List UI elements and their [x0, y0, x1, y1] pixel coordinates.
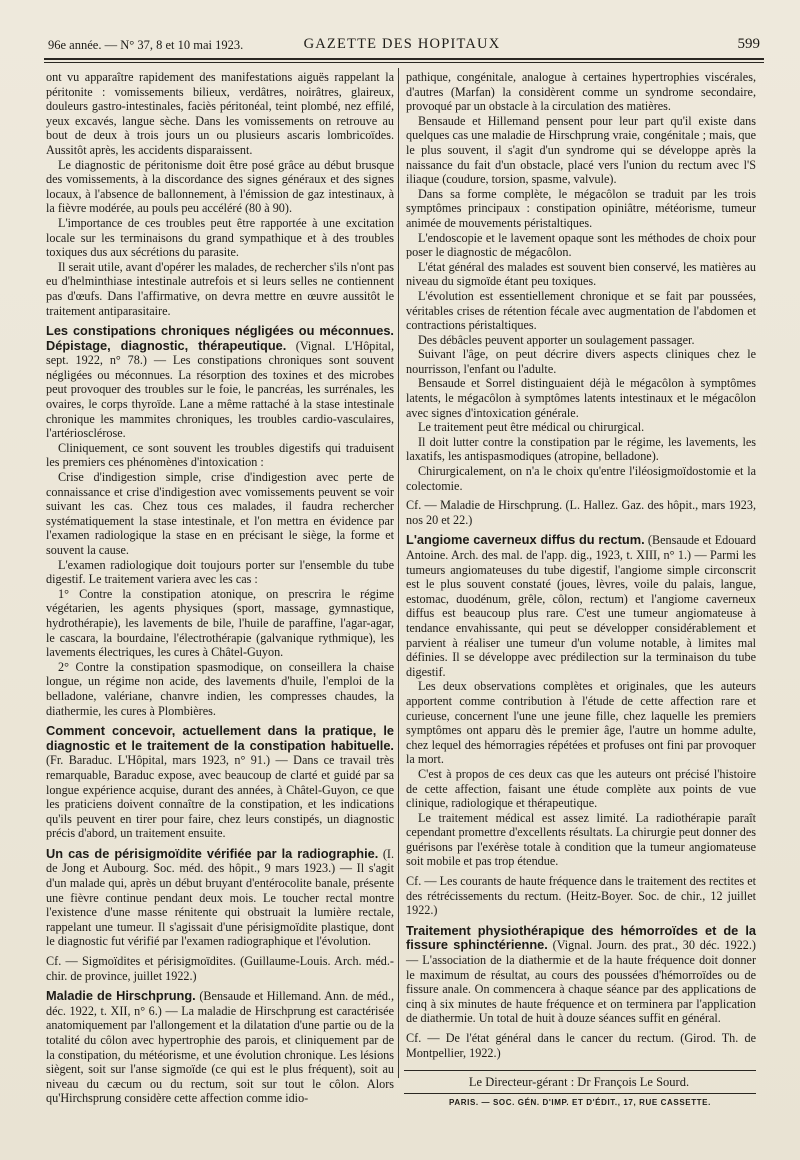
cross-reference: Cf. — Sigmoïdites et périsigmoïdites. (Guillaume-Louis. Arch. méd.-chir. de province, juillet 1922.)	[46, 954, 394, 983]
paragraph: L'endoscopie et le lavement opaque sont les méthodes de choix pour poser le diagnostic de mégacôlon.	[406, 230, 756, 260]
paragraph: Le diagnostic de péritonisme doit être posé grâce au début brusque des vomissements, à la discordance des signes généraux et des signes locaux, à l'absence de ballonnement, à l'émission de gaz intestinaux, à la fièvre modérée, au pouls peu accéléré (80 à 90).	[46, 157, 394, 216]
paragraph: L'évolution est essentiellement chronique et se fait par poussées, véritables crises de rétention fécale avec augmentation de l'abdomen et contractions péristaltiques.	[406, 288, 756, 333]
article-reference: (Fr. Baraduc. L'Hôpital, mars 1923, n° 91.)	[46, 753, 271, 768]
header-rule	[44, 58, 764, 60]
paragraph: Des débâcles peuvent apporter un soulagement passager.	[418, 332, 695, 347]
article-heading: Les constipations chroniques négligées ou méconnues. Dépistage, diagnostic, thérapeutique.	[46, 323, 394, 353]
cross-reference: Cf. — Maladie de Hirschprung. (L. Hallez. Gaz. des hôpit., mars 1923, nos 20 et 22.)	[406, 498, 756, 527]
article-block	[46, 324, 394, 441]
paragraph: 1° Contre la constipation atonique, on prescrira le régime végétarien, les agents physiques (sport, massage, gymnastique, hydrothérapie), les lavements de bile, l'huile de paraffine, l'agar-agar, le cascara, la bourdaine, l'électrothérapie (galvanique rythmique), les lavements électriques, les cures à Châtel-Guyon.	[46, 586, 394, 660]
article-text: — Les constipations chroniques sont souvent négligées ou méconnues. La résorption des toxines et des microbes peut provoquer des troubles sur le foie, le pancréas, les surrénales, les ovaires, le corps thyroïde. Lane a même rattaché à la stase intestinale chronique les mammites chroniques, les troubles cardio-vasculaires, l'artériosclérose.	[46, 353, 394, 441]
paragraph: Il serait utile, avant d'opérer les malades, de rechercher s'ils n'ont pas eu d'helminthiase intestinale autrefois et si leurs selles ne contiennent pas d'œufs. Dans l'affirmative, on devra mettre en œuvre aussitôt le traitement antiparasitaire.	[46, 259, 394, 318]
issue-info: 96e année. — N° 37, 8 et 10 mai 1923.	[48, 38, 244, 52]
article-text: — Il s'agit d'un malade qui, après un début bruyant d'entérocolite banale, présente une fièvre continue pendant deux mois. Le toucher rectal montre l'existence d'une masse rénitente qui obstruait la lumière rectale, rappelant une tumeur. Il s'agissait d'une périsigmoïdite plastique, dont le diagnostic fut vérifié par l'examen radiographique et l'évolution.	[46, 861, 394, 949]
paragraph: Suivant l'âge, on peut décrire divers aspects cliniques chez le nourrisson, l'enfant ou l'adulte.	[406, 347, 756, 376]
paragraph: Cliniquement, ce sont souvent les troubles digestifs qui traduisent les premiers ces phénomènes d'intoxication :	[46, 440, 394, 470]
article-block	[406, 533, 756, 679]
paragraph: ont vu apparaître rapidement des manifestations aiguës rappelant la péritonite : vomissements bilieux, verdâtres, noirâtres, glaireux, douleurs gastro-intestinales, faciès péritonéal, teint plombé, nez effilé, yeux excavés, langue sèche. Dans les vomissements on retrouve au bout de deux à trois jours un ou plusieurs ascaris lombricoïdes. Aussitôt après, les accidents disparaissent.	[46, 70, 394, 157]
article-reference: (Vignal. Journ. des prat., 30 déc. 1922.)	[552, 938, 756, 953]
column-divider	[398, 68, 399, 1078]
paragraph: Il doit lutter contre la constipation par le régime, les lavements, les laxatifs, les antispasmodiques (atropine, belladone).	[406, 434, 756, 464]
page-header	[44, 34, 760, 54]
article-text: — Dans ce travail très remarquable, Baraduc expose, avec beaucoup de clarté et guidé par sa longue expérience acquise, durant des années, à Châtel-Guyon, ce que les praticiens doivent connaître de la constipation, et les indications qu'ils peuvent en tirer pour faire, chez leurs constipés, un diagnostic précis d'abord, un traitement ensuite.	[46, 753, 395, 841]
director-line: Le Directeur-gérant : Dr François Le Sourd.	[468, 1075, 690, 1089]
article-heading: Comment concevoir, actuellement dans la pratique, le diagnostic et le traitement de la constipation habituelle.	[46, 723, 394, 753]
article-heading: Maladie de Hirschprung.	[46, 988, 196, 1004]
article-reference: (I. de Jong et Aubourg. Soc. méd. des hôpit., 9 mars 1923.)	[46, 846, 394, 876]
article-reference: (Bensaude et Edouard Antoine. Arch. des mal. de l'app. dig., 1923, t. XIII, n° 1.)	[406, 533, 756, 562]
paragraph: C'est à propos de ces deux cas que les auteurs ont précisé l'histoire de cette affection, faisant une étude complète aux points de vue clinique, radiologique et thérapeutique.	[406, 766, 756, 811]
footer-rule-bottom	[404, 1093, 756, 1094]
article-reference: (Bensaude et Hillemand. Ann. de méd., déc. 1922, t. XII, n° 6.)	[46, 989, 395, 1018]
article-heading: Traitement physiothérapique des hémorroïdes et de la fissure sphinctérienne.	[406, 922, 756, 953]
paragraph: Le traitement peut être médical ou chirurgical.	[418, 420, 645, 435]
article-block	[406, 924, 756, 1026]
paragraph: Chirurgicalement, on n'a le choix qu'entre l'iléosigmoïdostomie et la colectomie.	[406, 464, 756, 493]
paragraph: L'état général des malades est souvent bien conservé, les matières au niveau du sigmoïde étant peu toxiques.	[406, 259, 756, 289]
paragraph: Bensaude et Hillemand pensent pour leur part qu'il existe dans quelques cas une maladie de Hirschprung vraie, congénitale ; mais, que le plus souvent, il s'agit d'un syndrome qui se développe après la naissance du fait d'un obstacle, placé vers l'union du rectum avec l'S iliaque (coudure, torsion, spasme, valvule).	[406, 113, 756, 187]
article-reference: (Vignal. L'Hôpital, sept. 1922, n° 78.)	[46, 338, 394, 368]
paragraph: L'importance de ces troubles peut être rapportée à une excitation locale sur les terminaisons du grand sympathique et à des troubles toxiques dus aux sécrétions du parasite.	[46, 215, 394, 260]
page-number: 599	[737, 36, 760, 52]
article-block	[46, 847, 394, 949]
article-text: — L'association de la diathermie et de la haute fréquence doit donner le maximum de résultat, au cours des poussées d'hémorroïdes ou de fissure anale. On commencera à chaque séance par des applications de cinq à six minutes de haute fréquence et on terminera par l'application de diathermie. Un total de huit à douze séances suffit en général.	[406, 953, 756, 1026]
paragraph: Les deux observations complètes et originales, que les auteurs apportent comme contribution à l'étude de cette affection rare et curieuse, concernent l'une une jeune fille, chez laquelle les premiers symptômes ont apparu dès le premier âge, l'autre un homme adulte, chez lequel des hémorragies répétées et profuses ont fini par provoquer la mort.	[406, 679, 756, 767]
paragraph: Crise d'indigestion simple, crise d'indigestion avec perte de connaissance et crise d'indigestion avec vomissements peuvent se voir suivant les cas. Chez tous ces malades, il faudra rechercher systématiquement la stase intestinale, et l'on mettra en évidence par l'examen radiologique la stase en en précisant le siège, la forme et souvent la cause.	[46, 470, 394, 557]
paragraph: Dans sa forme complète, le mégacôlon se traduit par les trois symptômes principaux : constipation opiniâtre, météorisme, tumeur animée de mouvements péristaltiques.	[406, 186, 756, 230]
journal-title: GAZETTE DES HOPITAUX	[303, 36, 501, 52]
paragraph: pathique, congénitale, analogue à certaines hypertrophies viscérales, d'autres (Marfan) la considèrent comme un syndrome secondaire, provoqué par un obstacle à la circulation des matières.	[406, 70, 756, 114]
cross-reference: Cf. — De l'état général dans le cancer du rectum. (Girod. Th. de Montpellier, 1922.)	[406, 1031, 756, 1060]
article-heading: Un cas de périsigmoïdite vérifiée par la radiographie.	[46, 845, 379, 861]
paragraph: 2° Contre la constipation spasmodique, on conseillera la chaise longue, un régime non acide, des lavements d'huile, l'emploi de la belladone, valériane, chanvre indien, les compresses chaudes, la diathermie, les cures à Plombières.	[46, 659, 394, 718]
article-block	[46, 989, 394, 1106]
left-column	[46, 70, 395, 1106]
paragraph: Le traitement médical est assez limité. La radiothérapie paraît cependant promettre d'excellents résultats. La chirurgie peut donner des guérisons par l'exérèse totale à condition que la tumeur angiomateuse soit mobile et pas trop étendue.	[406, 810, 756, 869]
article-heading: L'angiome caverneux diffus du rectum.	[406, 532, 645, 548]
article-text: — La maladie de Hirschprung est caractérisée anatomiquement par l'allongement et la dilatation d'une partie ou de la totalité du côlon avec hypertrophie des parois, et cliniquement par de la constipation, du météorisme, et une évolution chronique. Les lésions siègent, soit sur l'anse sigmoïde (ce qui est le plus fréquent), soit au niveau du cæcum ou du rectum, soit sur tout le côlon. Alors qu'Hirchsprung considère cette affection comme idio-	[46, 1003, 394, 1106]
printer-line: PARIS. — SOC. GÉN. D'IMP. ET D'ÉDIT., 17, RUE CASSETTE.	[449, 1098, 711, 1107]
header-rule-thin	[44, 62, 764, 63]
paragraph: L'examen radiologique doit toujours porter sur l'ensemble du tube digestif. Le traitement variera avec les cas :	[46, 557, 394, 587]
cross-reference: Cf. — Les courants de haute fréquence dans le traitement des rectites et des rétrécissements du rectum. (Heitz-Boyer. Soc. de chir., 12 juillet 1922.)	[406, 874, 756, 918]
article-block	[46, 724, 394, 841]
footer-rule	[404, 1070, 756, 1071]
right-column	[406, 70, 756, 1070]
paragraph: Bensaude et Sorrel distinguaient déjà le mégacôlon à symptômes latents, le mégacôlon à symptômes latents intestinaux et le mégacôlon avec signes d'intoxication générale.	[406, 376, 756, 420]
article-text: — Parmi les tumeurs angiomateuses du tube digestif, l'angiome simple circonscrit est le plus souvent constaté (joues, lèvres, voile du palais, langue, estomac, duodénum, grêle, côlon, rectum) et l'angiome caverneux diffus est beaucoup plus rare. C'est une tumeur angiomateuse à tendance envahissante, qui peut se développer considérablement et parvient à réaliser une tumeur d'un volume notable, à limites mal définies. Il se développe avec prédilection sur la terminaison du tube digestif.	[406, 548, 757, 679]
